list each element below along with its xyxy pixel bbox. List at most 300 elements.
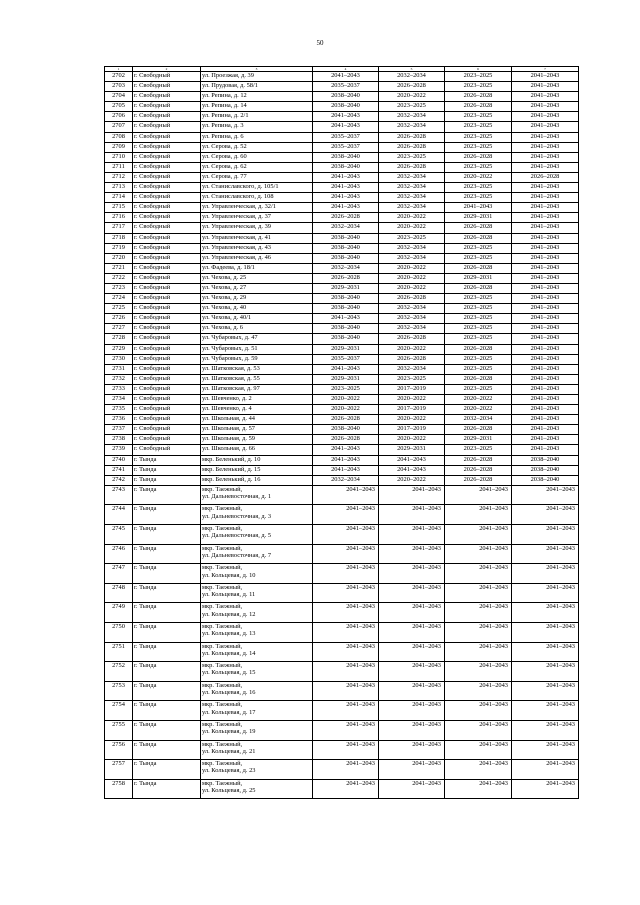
address-cell bbox=[201, 384, 313, 394]
period-cell-col7: 2041–2043 bbox=[512, 760, 579, 780]
row-number-cell: 2705 bbox=[105, 102, 133, 112]
table-row bbox=[105, 283, 579, 293]
period-cell-col5: 2017–2019 bbox=[379, 384, 445, 394]
row-number-cell: 2748 bbox=[105, 583, 133, 603]
period-cell-col4: 2038–2040 bbox=[313, 294, 379, 304]
period-cell-col4: 2041–2043 bbox=[313, 203, 379, 213]
locality-cell: г. Свободный bbox=[133, 92, 201, 102]
address-cell bbox=[201, 183, 313, 193]
row-number-cell: 2720 bbox=[105, 253, 133, 263]
period-cell-col4: 2026–2028 bbox=[313, 273, 379, 283]
row-number-cell: 2754 bbox=[105, 701, 133, 721]
period-cell-col6: 2026–2028 bbox=[445, 425, 512, 435]
locality-cell: г. Тында bbox=[133, 465, 201, 475]
period-cell-col5: 2032–2034 bbox=[379, 122, 445, 132]
period-cell-col6: 2026–2028 bbox=[445, 465, 512, 475]
locality-cell: г. Свободный bbox=[133, 203, 201, 213]
table-row bbox=[105, 374, 579, 384]
table-row bbox=[105, 183, 579, 193]
period-cell-col5: 2026–2028 bbox=[379, 162, 445, 172]
address-cell bbox=[201, 273, 313, 283]
row-number-cell: 2742 bbox=[105, 475, 133, 485]
locality-cell: г. Свободный bbox=[133, 435, 201, 445]
address-line: ул. Кольцевая, д. 12 bbox=[202, 610, 256, 618]
address-line: мкр. Таежный, bbox=[202, 623, 243, 630]
locality-cell: г. Тында bbox=[133, 681, 201, 701]
address-cell bbox=[201, 435, 313, 445]
page-number: 50 bbox=[316, 39, 324, 47]
period-cell-col7: 2041–2043 bbox=[512, 223, 579, 233]
table-row bbox=[105, 253, 579, 263]
period-cell-col4: 2041–2043 bbox=[313, 505, 379, 525]
period-cell-col7: 2041–2043 bbox=[512, 304, 579, 314]
address-line: ул. Шатковская, д. 55 bbox=[202, 374, 260, 382]
row-number-cell: 2725 bbox=[105, 304, 133, 314]
period-cell-col4: 2026–2028 bbox=[313, 213, 379, 223]
period-cell-col5: 2041–2043 bbox=[379, 642, 445, 662]
locality-cell: г. Свободный bbox=[133, 193, 201, 203]
period-cell-col7: 2038–2040 bbox=[512, 475, 579, 485]
period-cell-col6: 2041–2043 bbox=[445, 485, 512, 505]
period-cell-col4: 2041–2043 bbox=[313, 112, 379, 122]
locality-cell: г. Свободный bbox=[133, 183, 201, 193]
row-number-cell: 2709 bbox=[105, 142, 133, 152]
period-cell-col5: 2020–2022 bbox=[379, 263, 445, 273]
period-cell-col5: 2026–2028 bbox=[379, 82, 445, 92]
column-number-cell: 4 bbox=[313, 67, 379, 72]
period-cell-col6: 2041–2043 bbox=[445, 623, 512, 643]
address-line: ул. Школьная, д. 59 bbox=[202, 435, 255, 443]
row-number-cell: 2738 bbox=[105, 435, 133, 445]
period-cell-col5: 2041–2043 bbox=[379, 623, 445, 643]
period-cell-col4: 2041–2043 bbox=[313, 583, 379, 603]
address-cell bbox=[201, 142, 313, 152]
period-cell-col5: 2032–2034 bbox=[379, 172, 445, 182]
period-cell-col6: 2041–2043 bbox=[445, 583, 512, 603]
locality-cell: г. Свободный bbox=[133, 102, 201, 112]
locality-cell: г. Свободный bbox=[133, 82, 201, 92]
period-cell-col6: 2026–2028 bbox=[445, 223, 512, 233]
table-row bbox=[105, 583, 579, 603]
period-cell-col7: 2041–2043 bbox=[512, 779, 579, 799]
table-row bbox=[105, 465, 579, 475]
period-cell-col4: 2041–2043 bbox=[313, 623, 379, 643]
period-cell-col6: 2023–2025 bbox=[445, 384, 512, 394]
table-row bbox=[105, 344, 579, 354]
address-cell bbox=[201, 485, 313, 505]
period-cell-col6: 2023–2025 bbox=[445, 122, 512, 132]
row-number-cell: 2702 bbox=[105, 72, 133, 82]
period-cell-col6: 2041–2043 bbox=[445, 681, 512, 701]
locality-cell: г. Свободный bbox=[133, 425, 201, 435]
period-cell-col4: 2029–2031 bbox=[313, 374, 379, 384]
period-cell-col7: 2041–2043 bbox=[512, 740, 579, 760]
address-line: мкр. Таежный, bbox=[202, 779, 243, 787]
address-cell bbox=[201, 415, 313, 425]
period-cell-col5: 2041–2043 bbox=[379, 465, 445, 475]
address-line: ул. Репина, д. 14 bbox=[202, 102, 247, 110]
address-line: ул. Серова, д. 60 bbox=[202, 152, 247, 160]
table-row bbox=[105, 425, 579, 435]
address-cell bbox=[201, 324, 313, 334]
period-cell-col7: 2041–2043 bbox=[512, 525, 579, 545]
address-cell bbox=[201, 425, 313, 435]
period-cell-col7: 2041–2043 bbox=[512, 720, 579, 740]
row-number-cell: 2707 bbox=[105, 122, 133, 132]
locality-cell: г. Тында bbox=[133, 544, 201, 564]
period-cell-col7: 2041–2043 bbox=[512, 203, 579, 213]
address-line: ул. Управленческая, д. 43 bbox=[202, 243, 271, 251]
address-line: ул. Репина, д. 3 bbox=[202, 122, 244, 130]
row-number-cell: 2736 bbox=[105, 415, 133, 425]
address-line: ул. Дальневосточная, д. 5 bbox=[202, 532, 272, 540]
column-number-cell: 2 bbox=[133, 67, 201, 72]
period-cell-col4: 2041–2043 bbox=[313, 720, 379, 740]
address-line: мкр. Таежный, bbox=[202, 760, 243, 768]
period-cell-col5: 2032–2034 bbox=[379, 243, 445, 253]
period-cell-col4: 2020–2022 bbox=[313, 405, 379, 415]
row-number-cell: 2745 bbox=[105, 525, 133, 545]
address-line: мкр. Таежный, bbox=[202, 525, 243, 533]
period-cell-col4: 2026–2028 bbox=[313, 435, 379, 445]
row-number-cell: 2752 bbox=[105, 662, 133, 682]
period-cell-col5: 2020–2022 bbox=[379, 213, 445, 223]
address-line: ул. Фадеева, д. 18/1 bbox=[202, 263, 255, 271]
period-cell-col6: 2026–2028 bbox=[445, 475, 512, 485]
address-cell bbox=[201, 740, 313, 760]
period-cell-col7: 2026–2028 bbox=[512, 172, 579, 182]
period-cell-col5: 2023–2025 bbox=[379, 152, 445, 162]
period-cell-col5: 2041–2043 bbox=[379, 564, 445, 584]
period-cell-col5: 2041–2043 bbox=[379, 485, 445, 505]
period-cell-col6: 2023–2025 bbox=[445, 364, 512, 374]
locality-cell: г. Свободный bbox=[133, 334, 201, 344]
period-cell-col5: 2020–2022 bbox=[379, 273, 445, 283]
address-cell bbox=[201, 475, 313, 485]
period-cell-col5: 2023–2025 bbox=[379, 233, 445, 243]
row-number-cell: 2737 bbox=[105, 425, 133, 435]
period-cell-col6: 2041–2043 bbox=[445, 662, 512, 682]
locality-cell: г. Свободный bbox=[133, 253, 201, 263]
table-row bbox=[105, 354, 579, 364]
table-row bbox=[105, 445, 579, 455]
period-cell-col7: 2041–2043 bbox=[512, 445, 579, 455]
address-line: мкр. Таежный, bbox=[202, 701, 243, 709]
period-cell-col7: 2041–2043 bbox=[512, 193, 579, 203]
table-row bbox=[105, 162, 579, 172]
period-cell-col6: 2041–2043 bbox=[445, 544, 512, 564]
address-line: ул. Управленческая, д. 46 bbox=[202, 253, 271, 261]
period-cell-col4: 2035–2037 bbox=[313, 354, 379, 364]
table-row bbox=[105, 92, 579, 102]
address-line: ул. Шатковская, д. 53 bbox=[202, 364, 260, 372]
locality-cell: г. Свободный bbox=[133, 213, 201, 223]
period-cell-col7: 2041–2043 bbox=[512, 162, 579, 172]
period-cell-col5: 2026–2028 bbox=[379, 142, 445, 152]
row-number-cell: 2746 bbox=[105, 544, 133, 564]
period-cell-col4: 2041–2043 bbox=[313, 662, 379, 682]
period-cell-col4: 2041–2043 bbox=[313, 701, 379, 721]
period-cell-col7: 2041–2043 bbox=[512, 701, 579, 721]
period-cell-col7: 2041–2043 bbox=[512, 273, 579, 283]
period-cell-col4: 2038–2040 bbox=[313, 324, 379, 334]
address-line: ул. Репина, д. 2/1 bbox=[202, 112, 249, 120]
period-cell-col4: 2032–2034 bbox=[313, 475, 379, 485]
address-line: ул. Дальневосточная, д. 3 bbox=[202, 512, 272, 520]
table-row bbox=[105, 642, 579, 662]
period-cell-col7: 2041–2043 bbox=[512, 283, 579, 293]
address-line: ул. Прудовая, д. 58/1 bbox=[202, 82, 258, 90]
address-cell bbox=[201, 583, 313, 603]
period-cell-col6: 2026–2028 bbox=[445, 455, 512, 465]
address-line: ул. Кольцевая, д. 19 bbox=[202, 728, 256, 736]
table-row bbox=[105, 505, 579, 525]
period-cell-col6: 2023–2025 bbox=[445, 445, 512, 455]
address-cell bbox=[201, 334, 313, 344]
address-line: ул. Станиславского, д. 105/1 bbox=[202, 183, 279, 191]
address-line: ул. Станиславского, д. 108 bbox=[202, 193, 274, 201]
locality-cell: г. Свободный bbox=[133, 374, 201, 384]
row-number-cell: 2751 bbox=[105, 642, 133, 662]
address-line: ул. Кольцевая, д. 23 bbox=[202, 767, 256, 775]
locality-cell: г. Тында bbox=[133, 662, 201, 682]
period-cell-col4: 2041–2043 bbox=[313, 183, 379, 193]
row-number-cell: 2758 bbox=[105, 779, 133, 799]
address-line: мкр. Таежный, bbox=[202, 662, 243, 670]
row-number-cell: 2723 bbox=[105, 283, 133, 293]
period-cell-col7: 2041–2043 bbox=[512, 92, 579, 102]
row-number-cell: 2740 bbox=[105, 455, 133, 465]
period-cell-col4: 2029–2031 bbox=[313, 283, 379, 293]
table-row bbox=[105, 122, 579, 132]
table-row bbox=[105, 525, 579, 545]
address-line: мкр. Таежный, bbox=[202, 720, 243, 728]
period-cell-col4: 2041–2043 bbox=[313, 564, 379, 584]
address-cell bbox=[201, 701, 313, 721]
address-cell bbox=[201, 395, 313, 405]
row-number-cell: 2703 bbox=[105, 82, 133, 92]
period-cell-col4: 2038–2040 bbox=[313, 233, 379, 243]
period-cell-col5: 2026–2028 bbox=[379, 334, 445, 344]
address-line: мкр. Таежный, bbox=[202, 740, 243, 748]
address-cell bbox=[201, 193, 313, 203]
period-cell-col7: 2041–2043 bbox=[512, 603, 579, 623]
address-line: мкр. Таежный, bbox=[202, 544, 243, 552]
period-cell-col6: 2041–2043 bbox=[445, 564, 512, 584]
locality-cell: г. Свободный bbox=[133, 324, 201, 334]
address-cell bbox=[201, 720, 313, 740]
table-row bbox=[105, 152, 579, 162]
period-cell-col4: 2041–2043 bbox=[313, 642, 379, 662]
period-cell-col6: 2023–2025 bbox=[445, 162, 512, 172]
locality-cell: г. Тында bbox=[133, 603, 201, 623]
period-cell-col4: 2038–2040 bbox=[313, 304, 379, 314]
address-line: ул. Шевченко, д. 2 bbox=[202, 395, 252, 402]
table-row bbox=[105, 304, 579, 314]
locality-cell: г. Свободный bbox=[133, 72, 201, 82]
period-cell-col4: 2029–2031 bbox=[313, 344, 379, 354]
locality-cell: г. Свободный bbox=[133, 152, 201, 162]
period-cell-col7: 2041–2043 bbox=[512, 435, 579, 445]
period-cell-col4: 2035–2037 bbox=[313, 82, 379, 92]
table-row bbox=[105, 213, 579, 223]
locality-cell: г. Свободный bbox=[133, 445, 201, 455]
row-number-cell: 2719 bbox=[105, 243, 133, 253]
address-line: мкр. Таежный, bbox=[202, 564, 243, 572]
address-cell bbox=[201, 642, 313, 662]
period-cell-col6: 2020–2022 bbox=[445, 395, 512, 405]
period-cell-col5: 2020–2022 bbox=[379, 415, 445, 425]
address-cell bbox=[201, 172, 313, 182]
period-cell-col6: 2041–2043 bbox=[445, 779, 512, 799]
table-row bbox=[105, 334, 579, 344]
address-line: мкр. Таежный, bbox=[202, 603, 243, 611]
address-line: ул. Кольцевая, д. 15 bbox=[202, 669, 256, 677]
address-line: ул. Кольцевая, д. 25 bbox=[202, 787, 256, 795]
period-cell-col5: 2041–2043 bbox=[379, 681, 445, 701]
address-cell bbox=[201, 233, 313, 243]
row-number-cell: 2731 bbox=[105, 364, 133, 374]
period-cell-col7: 2041–2043 bbox=[512, 213, 579, 223]
locality-cell: г. Тында bbox=[133, 564, 201, 584]
locality-cell: г. Свободный bbox=[133, 273, 201, 283]
address-cell bbox=[201, 294, 313, 304]
period-cell-col5: 2020–2022 bbox=[379, 475, 445, 485]
address-cell bbox=[201, 505, 313, 525]
period-cell-col4: 2041–2043 bbox=[313, 760, 379, 780]
row-number-cell: 2741 bbox=[105, 465, 133, 475]
row-number-cell: 2744 bbox=[105, 505, 133, 525]
period-cell-col6: 2023–2025 bbox=[445, 253, 512, 263]
column-number-cell: 3 bbox=[201, 67, 313, 72]
period-cell-col5: 2041–2043 bbox=[379, 505, 445, 525]
period-cell-col7: 2041–2043 bbox=[512, 681, 579, 701]
period-cell-col5: 2026–2028 bbox=[379, 132, 445, 142]
address-line: мкр. Беленький, д. 16 bbox=[202, 475, 261, 483]
table-row bbox=[105, 132, 579, 142]
address-line: ул. Серова, д. 77 bbox=[202, 172, 247, 180]
address-cell bbox=[201, 304, 313, 314]
period-cell-col5: 2041–2043 bbox=[379, 701, 445, 721]
row-number-cell: 2757 bbox=[105, 760, 133, 780]
row-number-cell: 2721 bbox=[105, 263, 133, 273]
row-number-cell: 2724 bbox=[105, 294, 133, 304]
address-cell bbox=[201, 445, 313, 455]
table-row bbox=[105, 172, 579, 182]
address-cell bbox=[201, 213, 313, 223]
period-cell-col5: 2020–2022 bbox=[379, 283, 445, 293]
table-row bbox=[105, 564, 579, 584]
address-line: ул. Школьная, д. 66 bbox=[202, 445, 255, 453]
locality-cell: г. Тында bbox=[133, 505, 201, 525]
address-line: ул. Кольцевая, д. 11 bbox=[202, 591, 256, 599]
period-cell-col6: 2041–2043 bbox=[445, 760, 512, 780]
period-cell-col4: 2041–2043 bbox=[313, 779, 379, 799]
address-cell bbox=[201, 465, 313, 475]
period-cell-col7: 2041–2043 bbox=[512, 405, 579, 415]
period-cell-col6: 2026–2028 bbox=[445, 152, 512, 162]
period-cell-col6: 2041–2043 bbox=[445, 701, 512, 721]
locality-cell: г. Свободный bbox=[133, 405, 201, 415]
period-cell-col5: 2032–2034 bbox=[379, 183, 445, 193]
row-number-cell: 2727 bbox=[105, 324, 133, 334]
locality-cell: г. Тында bbox=[133, 485, 201, 505]
period-cell-col4: 2041–2043 bbox=[313, 364, 379, 374]
period-cell-col4: 2041–2043 bbox=[313, 465, 379, 475]
row-number-cell: 2730 bbox=[105, 354, 133, 364]
address-line: ул. Репина, д. 6 bbox=[202, 132, 244, 140]
period-cell-col7: 2041–2043 bbox=[512, 544, 579, 564]
period-cell-col6: 2023–2025 bbox=[445, 243, 512, 253]
table-row bbox=[105, 263, 579, 273]
period-cell-col5: 2032–2034 bbox=[379, 72, 445, 82]
period-cell-col5: 2020–2022 bbox=[379, 344, 445, 354]
address-cell bbox=[201, 253, 313, 263]
address-line: мкр. Таежный, bbox=[202, 681, 243, 689]
period-cell-col5: 2032–2034 bbox=[379, 324, 445, 334]
period-cell-col7: 2041–2043 bbox=[512, 152, 579, 162]
period-cell-col7: 2041–2043 bbox=[512, 294, 579, 304]
column-number-cell: 5 bbox=[379, 67, 445, 72]
period-cell-col4: 2038–2040 bbox=[313, 334, 379, 344]
address-line: ул. Серова, д. 52 bbox=[202, 142, 247, 150]
address-cell bbox=[201, 564, 313, 584]
address-line: ул. Чехова, д. 27 bbox=[202, 283, 247, 291]
period-cell-col7: 2041–2043 bbox=[512, 415, 579, 425]
period-cell-col6: 2023–2025 bbox=[445, 334, 512, 344]
locality-cell: г. Свободный bbox=[133, 122, 201, 132]
locality-cell: г. Тында bbox=[133, 740, 201, 760]
locality-cell: г. Тында bbox=[133, 475, 201, 485]
period-cell-col4: 2032–2034 bbox=[313, 263, 379, 273]
row-number-cell: 2722 bbox=[105, 273, 133, 283]
period-cell-col6: 2023–2025 bbox=[445, 314, 512, 324]
address-line: ул. Чехова, д. 29 bbox=[202, 294, 247, 302]
address-line: ул. Кольцевая, д. 10 bbox=[202, 571, 256, 579]
address-line: ул. Чубаровых, д. 51 bbox=[202, 344, 258, 352]
table-row bbox=[105, 395, 579, 405]
locality-cell: г. Тында bbox=[133, 623, 201, 643]
period-cell-col4: 2041–2043 bbox=[313, 122, 379, 132]
address-cell bbox=[201, 243, 313, 253]
period-cell-col6: 2023–2025 bbox=[445, 72, 512, 82]
period-cell-col6: 2026–2028 bbox=[445, 263, 512, 273]
address-cell bbox=[201, 544, 313, 564]
period-cell-col5: 2041–2043 bbox=[379, 740, 445, 760]
period-cell-col7: 2041–2043 bbox=[512, 112, 579, 122]
address-line: ул. Кольцевая, д. 17 bbox=[202, 708, 256, 716]
table-row bbox=[105, 681, 579, 701]
period-cell-col7: 2041–2043 bbox=[512, 395, 579, 405]
table-row bbox=[105, 72, 579, 82]
table-body bbox=[105, 72, 579, 799]
period-cell-col4: 2041–2043 bbox=[313, 172, 379, 182]
table-row bbox=[105, 112, 579, 122]
row-number-cell: 2735 bbox=[105, 405, 133, 415]
table-row bbox=[105, 779, 579, 799]
period-cell-col5: 2041–2043 bbox=[379, 720, 445, 740]
address-line: ул. Кольцевая, д. 16 bbox=[202, 689, 256, 697]
period-cell-col6: 2029–2031 bbox=[445, 435, 512, 445]
period-cell-col5: 2029–2031 bbox=[379, 445, 445, 455]
period-cell-col5: 2041–2043 bbox=[379, 760, 445, 780]
period-cell-col6: 2020–2022 bbox=[445, 172, 512, 182]
address-line: ул. Шатковская, д. 97 bbox=[202, 384, 260, 392]
address-line: ул. Чубаровых, д. 47 bbox=[202, 334, 258, 342]
address-cell bbox=[201, 455, 313, 465]
table-row bbox=[105, 273, 579, 283]
address-line: ул. Чехова, д. 40/1 bbox=[202, 314, 252, 322]
